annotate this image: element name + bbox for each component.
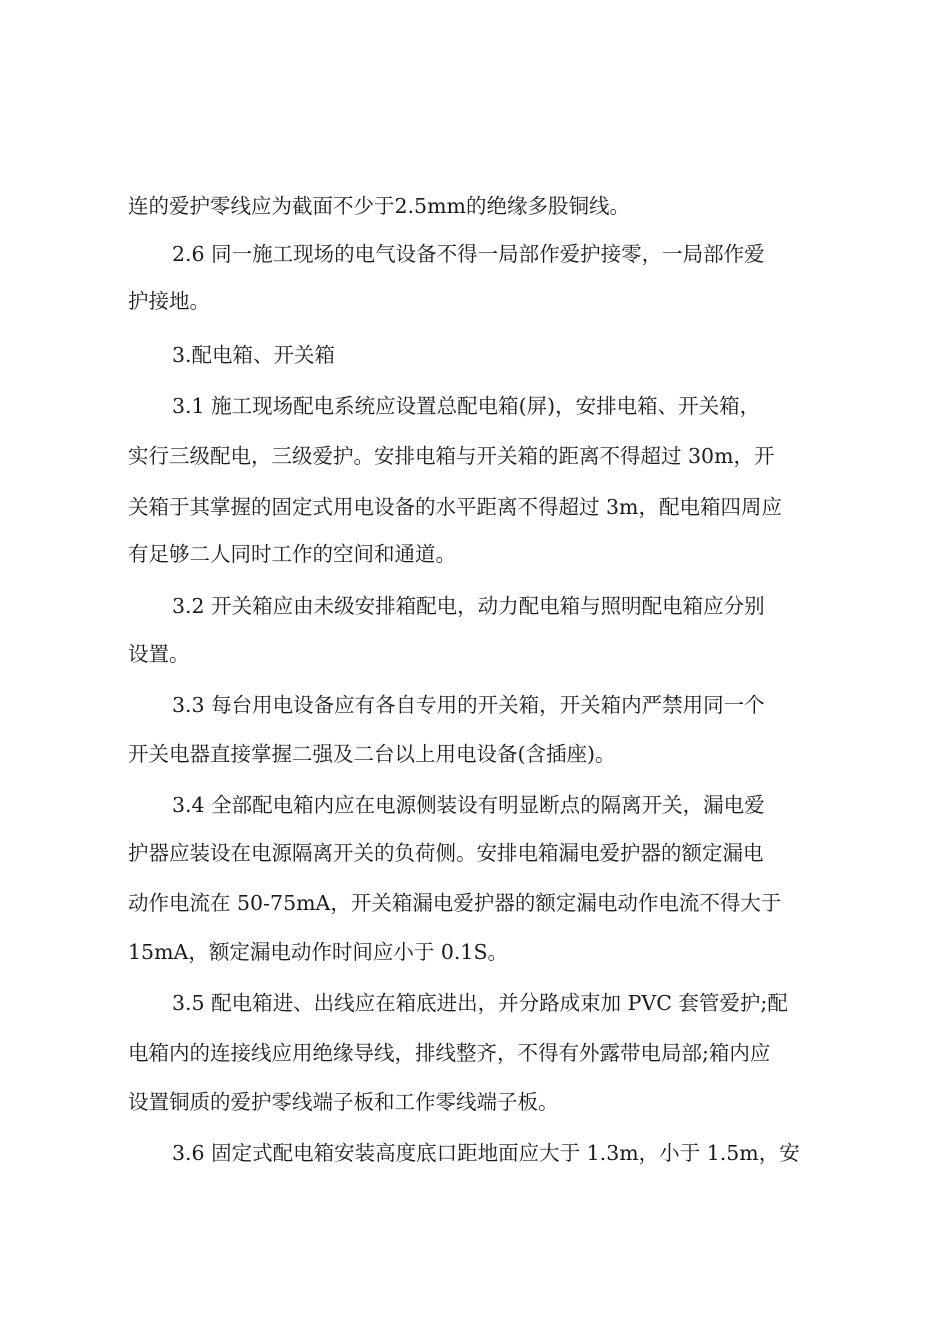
text-line: 关箱于其掌握的固定式用电设备的水平距离不得超过 3m，配电箱四周应 [128, 495, 782, 519]
text-line: 3.3 每台用电设备应有各自专用的开关箱，开关箱内严禁用同一个 [172, 693, 765, 717]
text-line: 护接地。 [128, 289, 210, 313]
text-line: 设置铜质的爱护零线端子板和工作零线端子板。 [128, 1090, 559, 1114]
text-line: 15mA，额定漏电动作时间应小于 0.1S。 [128, 940, 508, 964]
text-line: 3.1 施工现场配电系统应设置总配电箱(屏)，安排电箱、开关箱， [172, 394, 761, 418]
text-line: 3.4 全部配电箱内应在电源侧装设有明显断点的隔离开关，漏电爱 [172, 793, 765, 817]
text-line: 实行三级配电，三级爱护。安排电箱与开关箱的距离不得超过 30m，开 [128, 444, 775, 468]
text-line: 连的爱护零线应为截面不少于2.5mm的绝缘多股铜线。 [128, 194, 630, 218]
section-heading: 3.配电箱、开关箱 [172, 343, 336, 367]
text-line: 有足够二人同时工作的空间和通道。 [128, 542, 456, 566]
text-line: 3.2 开关箱应由未级安排箱配电，动力配电箱与照明配电箱应分别 [172, 594, 765, 618]
text-line: 开关电器直接掌握二强及二台以上用电设备(含插座)。 [128, 742, 616, 766]
text-line: 3.6 固定式配电箱安装高度底口距地面应大于 1.3m，小于 1.5m，安 [172, 1141, 800, 1165]
text-line: 电箱内的连接线应用绝缘导线，排线整齐，不得有外露带电局部;箱内应 [128, 1041, 771, 1065]
text-line: 2.6 同一施工现场的电气设备不得一局部作爱护接零，一局部作爱 [172, 242, 765, 266]
text-line: 3.5 配电箱进、出线应在箱底进出，并分路成束加 PVC 套管爱护;配 [172, 991, 788, 1015]
text-line: 护器应装设在电源隔离开关的负荷侧。安排电箱漏电爱护器的额定漏电 [128, 841, 764, 865]
text-line: 设置。 [128, 642, 190, 666]
text-line: 动作电流在 50-75mA，开关箱漏电爱护器的额定漏电动作电流不得大于 [128, 891, 782, 915]
